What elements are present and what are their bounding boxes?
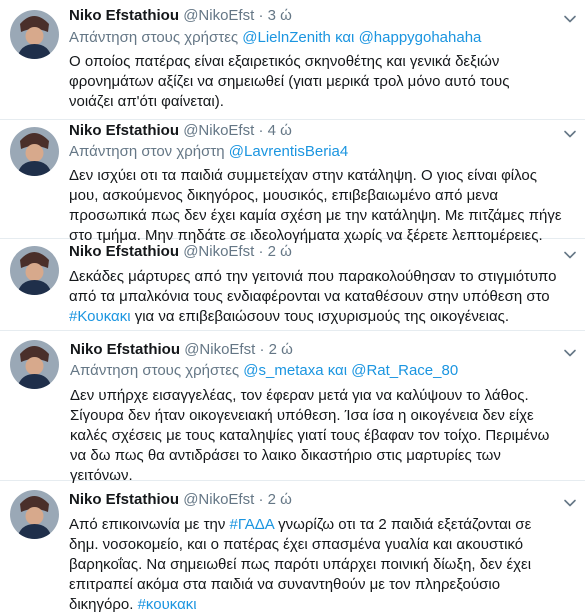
chevron-down-icon[interactable] bbox=[563, 346, 577, 360]
tweet-text-line: Δεν υπήρχε εισαγγελέας, τον έφεραν μετά για να καλύψουν το λάθος. bbox=[70, 387, 529, 404]
tweet-text-line: καλές σχέσεις με τους καταληψίες γιατί τους έβαφαν τον τοίχο. Περιμένω bbox=[70, 427, 550, 444]
tweet-header bbox=[70, 340, 581, 360]
tweet-text-line bbox=[69, 594, 581, 614]
hashtag-link[interactable]: #ΓΑΔΑ bbox=[229, 516, 274, 533]
hashtag-link[interactable]: #κουκακι bbox=[137, 596, 197, 613]
chevron-down-icon[interactable] bbox=[563, 127, 577, 141]
tweet-2[interactable] bbox=[0, 121, 585, 244]
chevron-down-icon[interactable] bbox=[563, 12, 577, 26]
tweet-1[interactable] bbox=[0, 0, 585, 120]
tweet-content bbox=[69, 121, 581, 245]
tweet-text-line: προσωπικά πως δεν έχει καμία σχέση με την κατάληψη. Με πιτζάμες πήγε bbox=[69, 207, 562, 224]
tweet-content bbox=[70, 340, 581, 485]
tweet-content bbox=[69, 242, 581, 326]
tweet-time[interactable]: 2 ώ bbox=[268, 341, 293, 358]
avatar[interactable] bbox=[10, 127, 59, 176]
reply-mention[interactable]: @LielnZenith bbox=[242, 29, 331, 46]
author-handle[interactable]: @NikoEfst bbox=[183, 7, 255, 24]
tweet-text-line: Σίγουρα δεν ήταν οικογενειακή υπόθεση. Ίσα ίσα η οικογένεια δεν είχε bbox=[70, 407, 534, 424]
avatar-image bbox=[10, 246, 59, 295]
author-name[interactable]: Niko Efstathiou bbox=[69, 7, 180, 24]
tweet-text-line: φρονημάτων αξίζει να σημειωθεί (γιατι μερικά τρολ μόνο αυτό τους bbox=[69, 73, 510, 90]
tweet-3[interactable] bbox=[0, 240, 585, 331]
tweet-content bbox=[69, 490, 581, 614]
hashtag-link[interactable]: #Κουκακι bbox=[69, 308, 131, 325]
chevron-down-icon[interactable] bbox=[563, 248, 577, 262]
tweet-header bbox=[69, 490, 581, 510]
tweet-text bbox=[69, 165, 581, 245]
reply-context bbox=[70, 361, 581, 381]
tweet-time[interactable]: 2 ώ bbox=[267, 243, 292, 260]
separator-dot: · bbox=[258, 7, 264, 24]
tweet-text-line bbox=[69, 514, 581, 534]
reply-mention[interactable]: @LavrentisBeria4 bbox=[228, 143, 349, 160]
tweet-content bbox=[69, 6, 581, 111]
reply-joiner: και bbox=[335, 29, 355, 46]
tweet-text bbox=[70, 385, 581, 485]
tweet-text-line: Ο οποίος πατέρας είναι εξαιρετικός σκηνοθέτης και γενικά δεξιών bbox=[69, 53, 500, 70]
tweet-text-fragment: Από επικοινωνία με την bbox=[69, 516, 230, 533]
author-handle[interactable]: @NikoEfst bbox=[184, 341, 256, 358]
reply-prefix: Απάντηση στους χρήστες bbox=[69, 29, 239, 46]
chevron-down-icon[interactable] bbox=[563, 496, 577, 510]
reply-context bbox=[69, 28, 581, 48]
tweet-text-fragment: για να επιβεβαιώσουν τους ισχυρισμούς της οικογένειας. bbox=[130, 308, 510, 325]
tweet-text-line: μου, ασκούμενος δικηγόρος, μουσικός, επιβεβαιωμένο από μενα bbox=[69, 187, 499, 204]
tweet-time[interactable]: 2 ώ bbox=[267, 491, 292, 508]
tweet-header bbox=[69, 121, 581, 141]
author-handle[interactable]: @NikoEfst bbox=[183, 122, 255, 139]
avatar[interactable] bbox=[10, 490, 59, 539]
tweet-4[interactable] bbox=[0, 332, 585, 484]
tweet-text-line: από τα μπαλκόνια τους ενδιαφέρονται να καταθέσουν στην υπόθεση στο bbox=[69, 288, 550, 305]
separator-dot: · bbox=[259, 341, 265, 358]
tweet-text-line: επιτραπεί ακόμα στα παιδιά να συναντηθούν με τον πληρεξούσιο bbox=[69, 576, 501, 593]
reply-mention[interactable]: @Rat_Race_80 bbox=[351, 362, 459, 379]
separator-dot: · bbox=[258, 122, 264, 139]
tweet-text-fragment: γνωρίζω οτι τα 2 παιδιά εξετάζονται σε bbox=[273, 516, 532, 533]
tweet-text bbox=[69, 514, 581, 614]
separator-dot: · bbox=[258, 491, 264, 508]
author-name[interactable]: Niko Efstathiou bbox=[69, 491, 180, 508]
tweet-text-fragment: δικηγόρο. bbox=[69, 596, 138, 613]
author-handle[interactable]: @NikoEfst bbox=[183, 243, 255, 260]
tweet-time[interactable]: 4 ώ bbox=[267, 122, 292, 139]
tweet-text-line: νοιάζει απ'ότι φαίνεται). bbox=[69, 93, 224, 110]
tweet-text-line: Δεν ισχύει οτι τα παιδιά συμμετείχαν στην κατάληψη. Ο γιος είναι φίλος bbox=[69, 167, 537, 184]
avatar[interactable] bbox=[10, 10, 59, 59]
tweet-text bbox=[69, 266, 581, 326]
author-name[interactable]: Niko Efstathiou bbox=[69, 122, 180, 139]
reply-prefix: Απάντηση στον χρήστη bbox=[69, 143, 225, 160]
tweet-text-line: να δω πως θα αντιδράσει το λαικο δικαστήριο στις μαρτυρίες των bbox=[70, 447, 501, 464]
avatar-image bbox=[10, 10, 59, 59]
tweet-header bbox=[69, 242, 581, 262]
tweet-5[interactable] bbox=[0, 482, 585, 612]
separator-dot: · bbox=[258, 243, 264, 260]
avatar[interactable] bbox=[10, 340, 59, 389]
tweet-text-line: δημ. νοσοκομείο, και ο πατέρας έχει σπασμένα γυαλία και ακουστικό bbox=[69, 536, 524, 553]
author-name[interactable]: Niko Efstathiou bbox=[69, 243, 180, 260]
reply-mention[interactable]: @happygohahaha bbox=[358, 29, 482, 46]
tweet-header bbox=[69, 6, 581, 26]
reply-joiner: και bbox=[327, 362, 348, 379]
avatar-image bbox=[10, 490, 59, 539]
tweet-text-line: Δεκάδες μάρτυρες από την γειτονιά που παρακολούθησαν το στιγμιότυπο bbox=[69, 268, 557, 285]
reply-context bbox=[69, 142, 581, 162]
tweet-time[interactable]: 3 ώ bbox=[267, 7, 292, 24]
avatar-image bbox=[10, 340, 59, 389]
reply-mention[interactable]: @s_metaxa bbox=[243, 362, 324, 379]
tweet-text-line: βαρηκοΐας. Να σημειωθεί πως παρότι υπάρχει ποινική δίωξη, δεν έχει bbox=[69, 556, 532, 573]
tweet-text-line bbox=[69, 306, 581, 326]
tweet-text bbox=[69, 51, 581, 111]
tweet-text-line: γειτόνων. bbox=[70, 467, 133, 484]
tweet-text-line: στο τμήμα. Μην πηδάτε σε ιδεολογήματα χωρίς να ξέρετε λεπτομέρειες. bbox=[69, 227, 543, 244]
author-handle[interactable]: @NikoEfst bbox=[183, 491, 255, 508]
author-name[interactable]: Niko Efstathiou bbox=[70, 341, 181, 358]
avatar-image bbox=[10, 127, 59, 176]
reply-prefix: Απάντηση στους χρήστες bbox=[70, 362, 240, 379]
avatar[interactable] bbox=[10, 246, 59, 295]
